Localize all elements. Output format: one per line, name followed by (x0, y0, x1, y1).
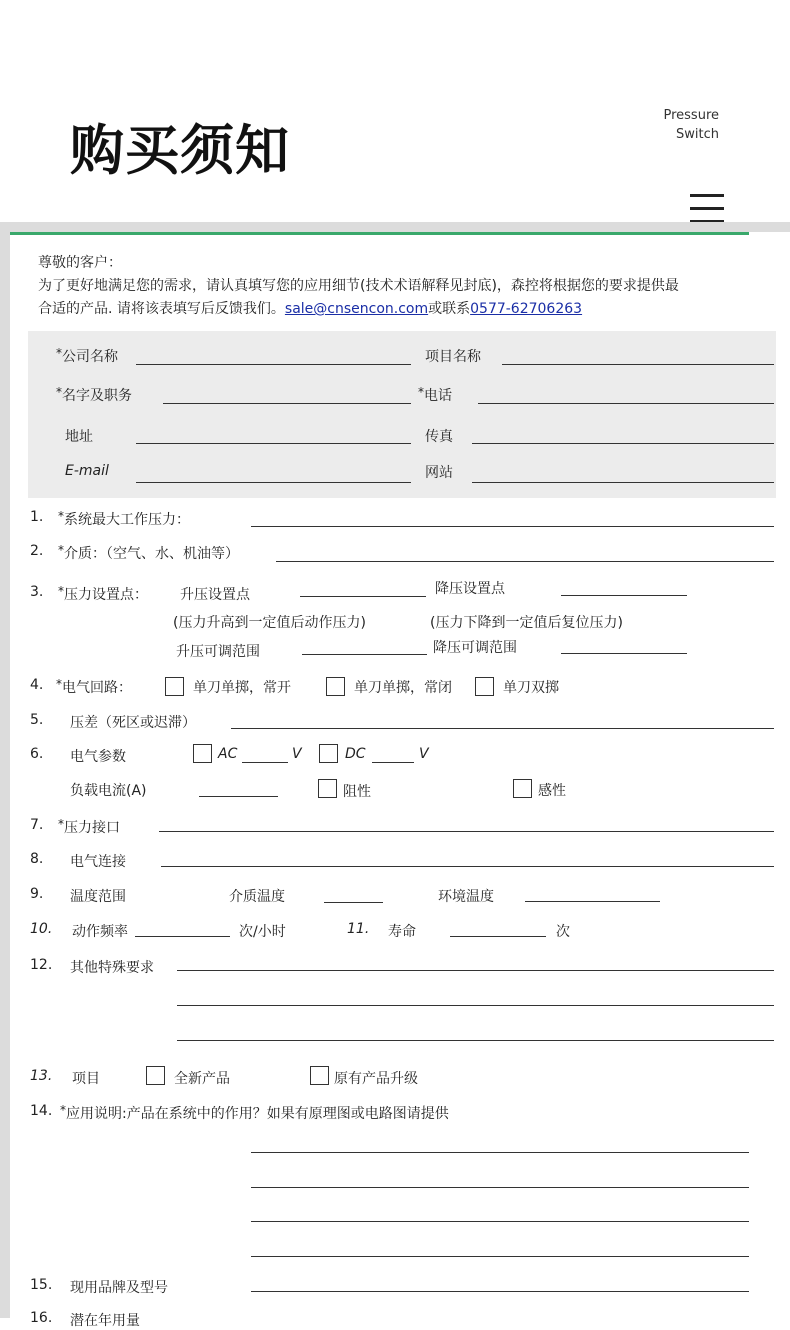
circuit-spdt-checkbox[interactable] (475, 677, 494, 696)
ac-voltage-field[interactable] (242, 762, 288, 763)
side-label-line2: Switch (676, 127, 719, 142)
resistive-label: 阻性 (343, 784, 371, 800)
temperature-range-label: 温度范围 (70, 889, 126, 905)
upgrade-checkbox[interactable] (310, 1066, 329, 1085)
item-number: 5. (30, 712, 44, 728)
current-brand-label: 现用品牌及型号 (70, 1280, 168, 1296)
fall-range-label: 降压可调范围 (433, 640, 517, 656)
load-current-field[interactable] (199, 796, 278, 797)
ac-unit: V (292, 746, 302, 762)
frequency-label: 动作频率 (72, 924, 128, 940)
electrical-connection-label: 电气连接 (70, 854, 126, 870)
item-number: 12. (30, 957, 53, 973)
email-label: E-mail (65, 463, 109, 479)
project-type-label: 项目 (72, 1071, 100, 1087)
document-left-border (0, 232, 10, 1318)
item-number: 10. (30, 921, 53, 937)
item-number: 13. (30, 1068, 53, 1084)
fall-setpoint-label: 降压设置点 (435, 581, 505, 597)
rise-setpoint-label: 升压设置点 (180, 587, 250, 603)
email-field[interactable] (136, 482, 411, 483)
fall-setpoint-field[interactable] (561, 595, 687, 596)
dc-label: DC (345, 746, 366, 762)
medium-label: *介质：（空气、水、机油等） (58, 543, 239, 562)
upgrade-label: 原有产品升级 (334, 1071, 418, 1087)
current-brand-field[interactable] (251, 1291, 749, 1292)
special-requirements-line[interactable] (177, 1005, 774, 1006)
project-label: 项目名称 (425, 349, 481, 365)
load-current-label: 负载电流(A) (70, 783, 147, 799)
circuit-spst-no-checkbox[interactable] (165, 677, 184, 696)
frequency-unit: 次/小时 (239, 924, 286, 940)
dc-unit: V (419, 746, 429, 762)
phone-label: *电话 (418, 385, 452, 404)
item-number: 1. (30, 509, 44, 525)
differential-label: 压差（死区或迟滞） (70, 715, 196, 731)
rise-setpoint-field[interactable] (300, 596, 426, 597)
new-product-checkbox[interactable] (146, 1066, 165, 1085)
company-label: *公司名称 (56, 346, 118, 365)
rise-range-field[interactable] (302, 654, 427, 655)
application-line[interactable] (251, 1187, 749, 1188)
rise-range-label: 升压可调范围 (176, 644, 260, 660)
circuit-spst-no-label: 单刀单掷，常开 (193, 680, 291, 696)
intro-line: 为了更好地满足您的需求，请认真填写您的应用细节(技术术语解释见封底)，森控将根据您的要求提供最 (38, 278, 679, 294)
dc-checkbox[interactable] (319, 744, 338, 763)
name-title-label: *名字及职务 (56, 385, 132, 404)
item-number: 7. (30, 817, 44, 833)
hamburger-menu-icon[interactable] (690, 194, 724, 224)
setpoint-label: *压力设置点： (58, 584, 148, 603)
electrical-params-label: 电气参数 (70, 749, 126, 765)
document-top-border (0, 222, 790, 232)
fax-label: 传真 (425, 429, 453, 445)
item-number: 8. (30, 851, 44, 867)
name-title-field[interactable] (163, 403, 411, 404)
website-label: 网站 (425, 465, 453, 481)
inductive-checkbox[interactable] (513, 779, 532, 798)
medium-field[interactable] (276, 561, 774, 562)
rise-note: (压力升高到一定值后动作压力) (173, 615, 366, 631)
phone-link[interactable]: 0577-62706263 (470, 301, 583, 317)
application-label: *应用说明:产品在系统中的作用？如果有原理图或电路图请提供 (60, 1103, 449, 1122)
phone-field[interactable] (478, 403, 774, 404)
fall-range-field[interactable] (561, 653, 687, 654)
life-label: 寿命 (388, 924, 416, 940)
special-requirements-label: 其他特殊要求 (70, 960, 154, 976)
circuit-spdt-label: 单刀双掷 (503, 680, 559, 696)
ambient-temp-field[interactable] (525, 901, 660, 902)
frequency-field[interactable] (135, 936, 230, 937)
annual-usage-label: 潜在年用量 (70, 1313, 140, 1329)
item-number: 2. (30, 543, 44, 559)
intro-text (38, 252, 679, 321)
item-number: 6. (30, 746, 44, 762)
fall-note: (压力下降到一定值后复位压力) (430, 615, 623, 631)
pressure-port-field[interactable] (159, 831, 774, 832)
item-number: 3. (30, 584, 44, 600)
new-product-label: 全新产品 (174, 1071, 230, 1087)
page-title: 购买须知 (70, 119, 290, 182)
item-number: 14. (30, 1103, 53, 1119)
application-line[interactable] (251, 1221, 749, 1222)
contact-info-box (28, 331, 776, 498)
fax-field[interactable] (472, 443, 774, 444)
greeting: 尊敬的客户： (38, 255, 122, 271)
dc-voltage-field[interactable] (372, 762, 414, 763)
inductive-label: 感性 (538, 783, 566, 799)
circuit-label: *电气回路： (56, 677, 132, 696)
website-field[interactable] (472, 482, 774, 483)
special-requirements-line[interactable] (177, 1040, 774, 1041)
item-number: 15. (30, 1277, 53, 1293)
medium-temp-field[interactable] (324, 902, 383, 903)
application-line[interactable] (251, 1152, 749, 1153)
ambient-temp-label: 环境温度 (438, 889, 494, 905)
ac-checkbox[interactable] (193, 744, 212, 763)
item-number: 11. (347, 921, 370, 937)
side-label-line1: Pressure (663, 108, 719, 123)
item-number: 16. (30, 1310, 53, 1326)
medium-temp-label: 介质温度 (229, 889, 285, 905)
email-link[interactable]: sale@cnsencon.com (284, 301, 429, 317)
circuit-spst-nc-checkbox[interactable] (326, 677, 345, 696)
differential-field[interactable] (231, 728, 774, 729)
address-label: 地址 (65, 429, 93, 445)
special-requirements-line[interactable] (177, 970, 774, 971)
pressure-port-label: *压力接口 (58, 817, 120, 836)
accent-divider (10, 232, 749, 235)
resistive-checkbox[interactable] (318, 779, 337, 798)
side-label (663, 106, 719, 144)
item-number: 9. (30, 886, 44, 902)
item-number: 4. (30, 677, 44, 693)
project-field[interactable] (502, 364, 774, 365)
address-field[interactable] (136, 443, 411, 444)
company-field[interactable] (136, 364, 411, 365)
life-unit: 次 (556, 924, 570, 940)
max-pressure-field[interactable] (251, 526, 774, 527)
max-pressure-label: *系统最大工作压力： (58, 509, 190, 528)
life-field[interactable] (450, 936, 546, 937)
ac-label: AC (218, 746, 238, 762)
electrical-connection-field[interactable] (161, 866, 774, 867)
circuit-spst-nc-label: 单刀单掷，常闭 (354, 680, 452, 696)
intro-line-contact: 合适的产品. 请将该表填写后反馈我们。sale@cnsencon.com或联系0577-62706263 (38, 301, 583, 317)
application-line[interactable] (251, 1256, 749, 1257)
